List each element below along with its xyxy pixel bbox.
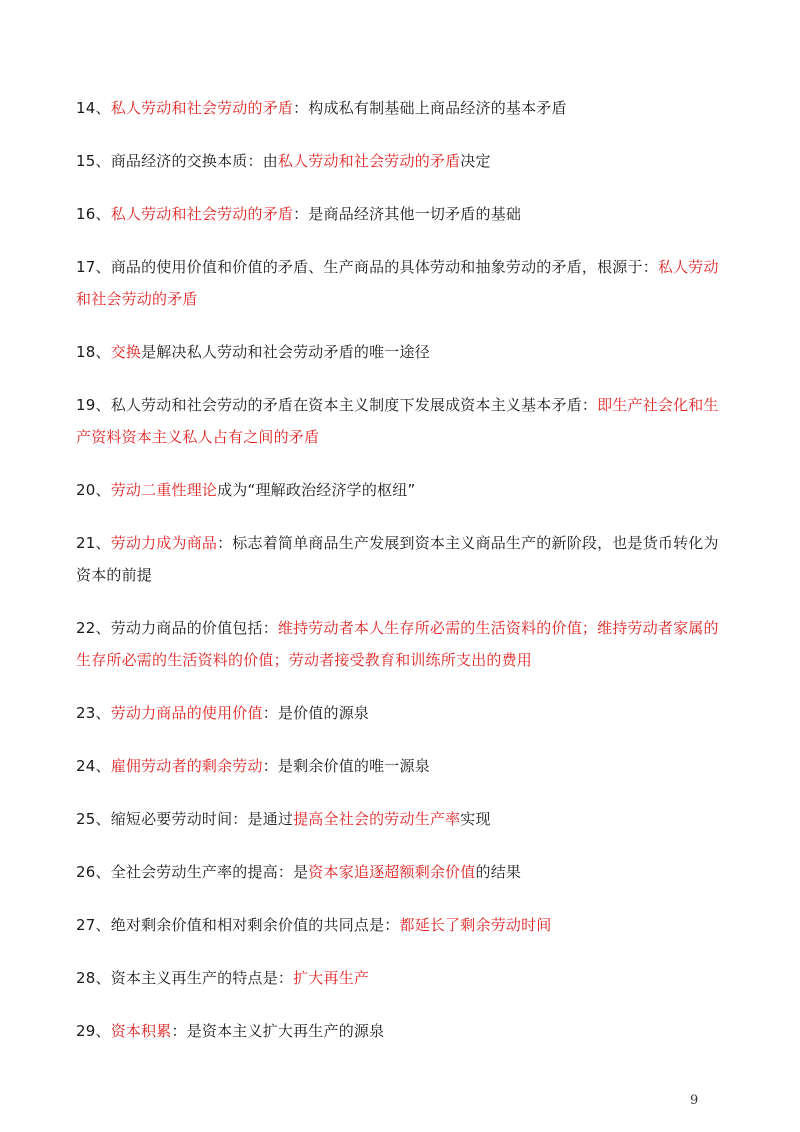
item-number: 21、: [76, 534, 111, 552]
item-text: 全社会劳动生产率的提高：是: [110, 863, 309, 881]
item-text: 决定: [460, 152, 491, 170]
highlighted-text: 资本积累: [110, 1022, 172, 1040]
highlighted-text: 私人劳动和社会劳动的矛盾: [76, 258, 719, 308]
item-text: 成为“理解政治经济学的枢纽”: [217, 481, 416, 499]
item-text: ：是资本主义扩大再生产的源泉: [171, 1022, 385, 1040]
item-text: 私人劳动和社会劳动的矛盾在资本主义制度下发展成资本主义基本矛盾：: [110, 396, 598, 414]
item-text: ：是商品经济其他一切矛盾的基础: [293, 205, 522, 223]
item-number: 28、: [76, 969, 111, 987]
item-text: 缩短必要劳动时间：是通过: [110, 810, 294, 828]
highlighted-text: 资本家追逐超额剩余价值: [308, 863, 476, 881]
item-number: 27、: [76, 916, 111, 934]
highlighted-text: 提高全社会的劳动生产率: [293, 810, 461, 828]
item-text: ：构成私有制基础上商品经济的基本矛盾: [293, 99, 567, 117]
page-number: 9: [690, 1093, 699, 1108]
highlighted-text: 劳动力成为商品: [110, 534, 218, 552]
highlighted-text: 都延长了剩余劳动时间: [399, 916, 552, 934]
list-item: [76, 474, 726, 506]
item-text: ：是剩余价值的唯一源泉: [262, 757, 430, 775]
highlighted-text: 私人劳动和社会劳动的矛盾: [277, 152, 461, 170]
highlighted-text: 即生产社会化和生产资料资本主义私人占有之间的矛盾: [76, 396, 719, 446]
item-text: 资本主义再生产的特点是：: [110, 969, 294, 987]
list-item: [76, 145, 726, 177]
item-text: 商品经济的交换本质：由: [110, 152, 278, 170]
list-item: [76, 336, 726, 368]
list-item: [76, 612, 726, 676]
item-number: 23、: [76, 704, 111, 722]
item-number: 17、: [76, 258, 111, 276]
item-number: 22、: [76, 619, 111, 637]
highlighted-text: 私人劳动和社会劳动的矛盾: [110, 99, 294, 117]
highlighted-text: 私人劳动和社会劳动的矛盾: [110, 205, 294, 223]
highlighted-text: 劳动二重性理论: [110, 481, 218, 499]
highlighted-text: 劳动力商品的使用价值: [110, 704, 263, 722]
item-text: 是解决私人劳动和社会劳动矛盾的唯一途径: [141, 343, 430, 361]
item-number: 29、: [76, 1022, 111, 1040]
item-text: ：是价值的源泉: [262, 704, 370, 722]
list-item: [76, 389, 726, 453]
item-number: 19、: [76, 396, 111, 414]
item-number: 14、: [76, 99, 111, 117]
item-text: 的结果: [475, 863, 522, 881]
list-item: [76, 856, 726, 888]
item-text: 劳动力商品的价值包括：: [110, 619, 278, 637]
highlighted-text: 雇佣劳动者的剩余劳动: [110, 757, 263, 775]
list-item: [76, 803, 726, 835]
highlighted-text: 交换: [110, 343, 142, 361]
item-number: 16、: [76, 205, 111, 223]
item-number: 20、: [76, 481, 111, 499]
item-number: 15、: [76, 152, 111, 170]
highlighted-text: 维持劳动者本人生存所必需的生活资料的价值；维持劳动者家属的生存所必需的生活资料的价值；劳动者接受教育和训练所支出的费用: [76, 619, 719, 669]
item-number: 18、: [76, 343, 111, 361]
item-text: ：标志着简单商品生产发展到资本主义商品生产的新阶段，也是货币转化为资本的前提: [76, 534, 719, 584]
list-item: [76, 750, 726, 782]
list-item: [76, 1015, 726, 1047]
list-item: [76, 251, 726, 315]
list-item: [76, 697, 726, 729]
list-item: [76, 527, 726, 591]
list-item: [76, 92, 726, 124]
item-number: 24、: [76, 757, 111, 775]
item-text: 商品的使用价值和价值的矛盾、生产商品的具体劳动和抽象劳动的矛盾，根源于：: [110, 258, 658, 276]
list-item: [76, 909, 726, 941]
item-number: 25、: [76, 810, 111, 828]
item-text: 绝对剩余价值和相对剩余价值的共同点是：: [110, 916, 400, 934]
item-text: 实现: [460, 810, 491, 828]
item-number: 26、: [76, 863, 111, 881]
list-item: [76, 198, 726, 230]
list-item: [76, 962, 726, 994]
highlighted-text: 扩大再生产: [293, 969, 370, 987]
